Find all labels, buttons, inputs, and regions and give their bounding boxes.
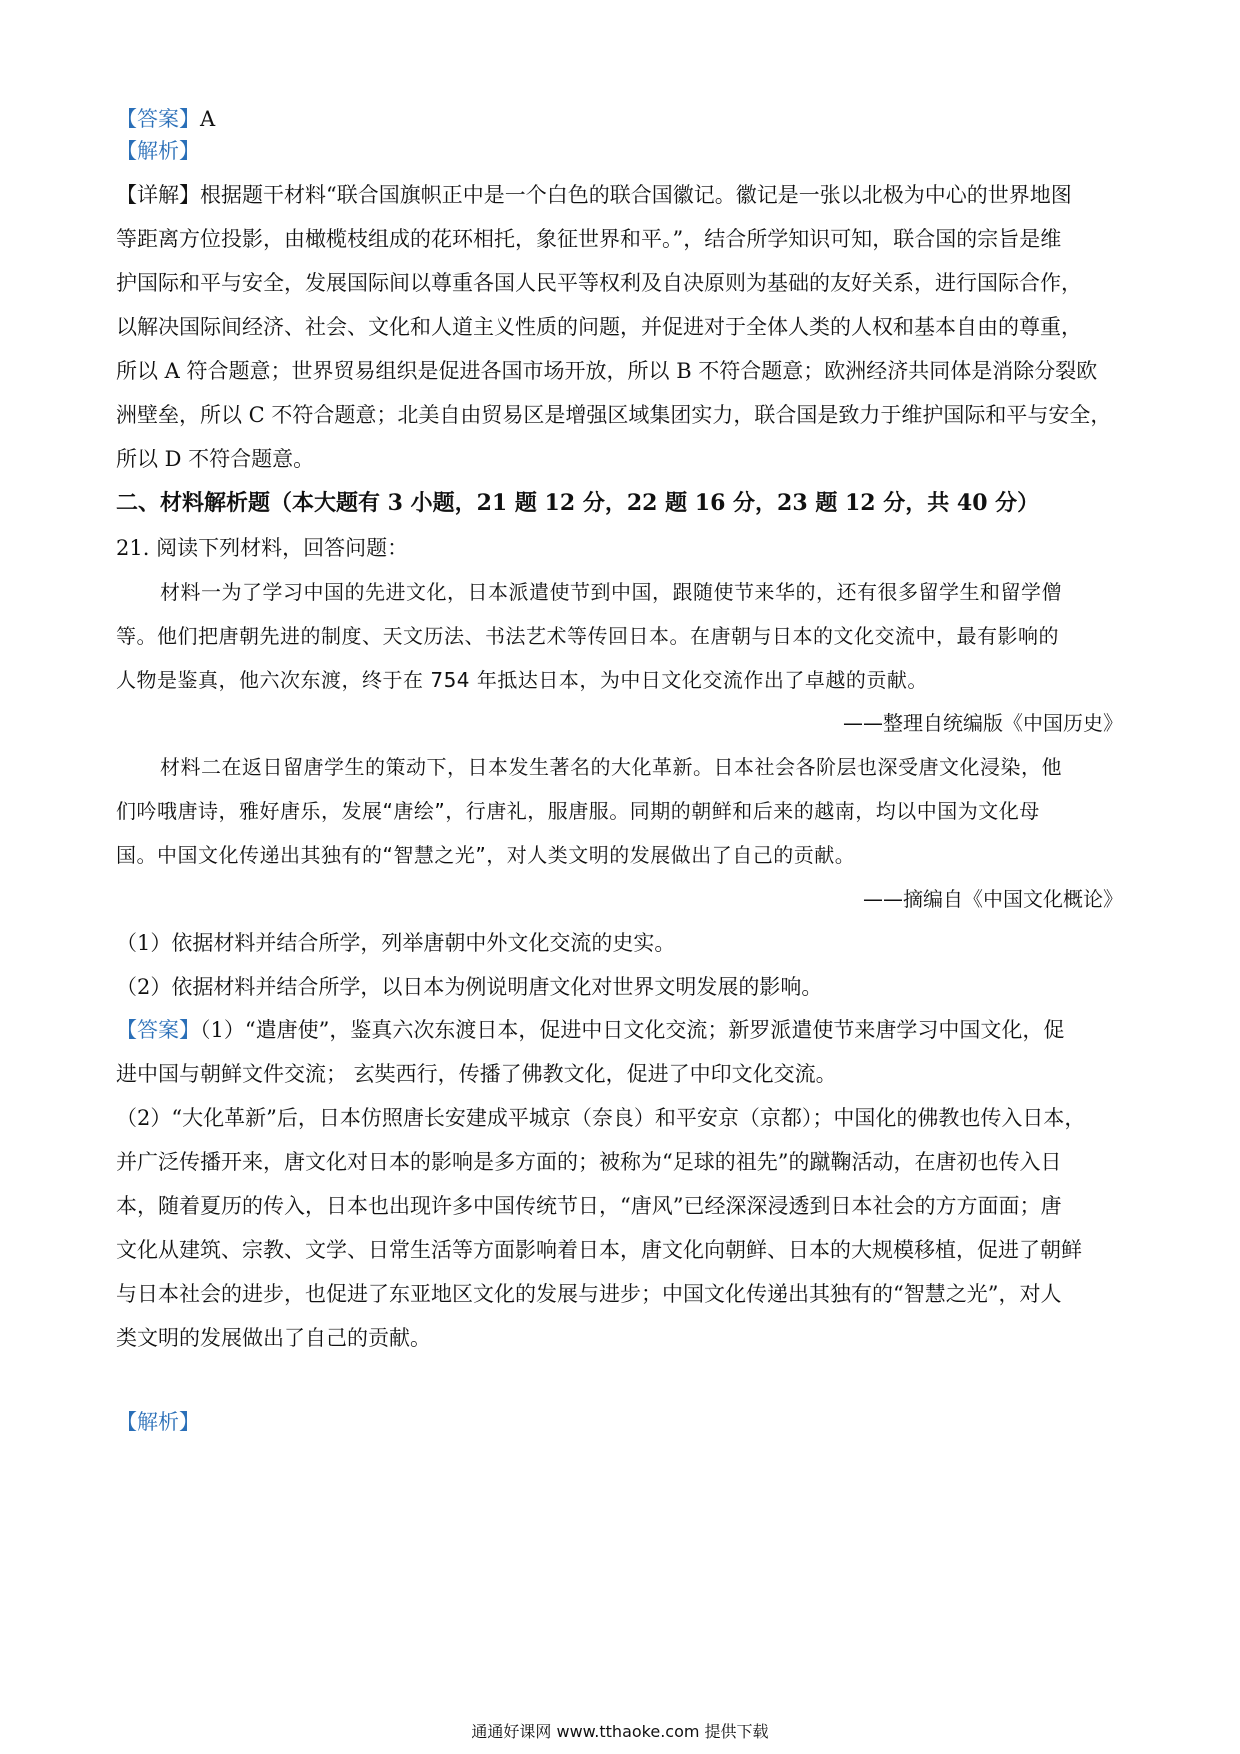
section-heading: 二、材料解析题（本大题有 3 小题，21 题 12 分，22 题 16 分，23 题 12 分，共 40 分） xyxy=(116,490,1040,516)
q20-answer-line xyxy=(116,104,1131,134)
detail-tag: 【详解】 xyxy=(116,183,200,207)
q21-analysis-tag: 【解析】 xyxy=(116,1410,200,1434)
q21-question-2: （2）依据材料并结合所学，以日本为例说明唐文化对世界文明发展的影响。 xyxy=(116,975,823,999)
q20-detail-line-2: 等距离方位投影，由橄榄枝组成的花环相托，象征世界和平。”，结合所学知识可知，联合国的宗旨是维 xyxy=(116,227,1062,251)
q20-detail-line-4: 以解决国际间经济、社会、文化和人道主义性质的问题，并促进对于全体人类的人权和基本自由的尊重， xyxy=(116,315,1082,339)
material1-line-2: 等。他们把唐朝先进的制度、天文历法、书法艺术等传回日本。在唐朝与日本的文化交流中，最有影响的 xyxy=(116,624,1059,648)
q20-detail-line-3: 护国际和平与安全，发展国际间以尊重各国人民平等权利及自决原则为基础的友好关系，进行国际合作， xyxy=(116,271,1082,295)
q21-answer-line-2: 进中国与朝鲜文件交流； 玄奘西行，传播了佛教文化，促进了中印文化交流。 xyxy=(116,1062,837,1086)
answer-value: A xyxy=(200,107,216,131)
material2-line-2: 们吟哦唐诗，雅好唐乐，发展“唐绘”，行唐礼，服唐服。同期的朝鲜和后来的越南，均以中国为文化母 xyxy=(116,799,1040,823)
material1-source: ——整理自统编版《中国历史》 xyxy=(843,711,1123,735)
material2-line-3: 国。中国文化传递出其独有的“智慧之光”，对人类文明的发展做出了自己的贡献。 xyxy=(116,843,856,867)
answer-tag: 【答案】 xyxy=(116,107,200,131)
material1-line-1: 材料一为了学习中国的先进文化，日本派遣使节到中国，跟随使节来华的，还有很多留学生和留学僧 xyxy=(160,580,1062,604)
q21-answer-line-5: 本，随着夏历的传入，日本也出现许多中国传统节日，“唐风”已经深深浸透到日本社会的方方面面；唐 xyxy=(116,1194,1062,1218)
answer-tag: 【答案】 xyxy=(116,1018,200,1042)
q21-question-1: （1）依据材料并结合所学，列举唐朝中外文化交流的史实。 xyxy=(116,931,676,955)
q20-analysis-tag: 【解析】 xyxy=(116,139,200,163)
q21-answer-line-7: 与日本社会的进步，也促进了东亚地区文化的发展与进步；中国文化传递出其独有的“智慧之光”，对人 xyxy=(116,1282,1062,1306)
detail-text: 根据题干材料“联合国旗帜正中是一个白色的联合国徽记。徽记是一张以北极为中心的世界地图 xyxy=(200,183,1072,207)
q21-answer-line-8: 类文明的发展做出了自己的贡献。 xyxy=(116,1326,431,1350)
q21-answer-line-4: 并广泛传播开来，唐文化对日本的影响是多方面的；被称为“足球的祖先”的蹴鞠活动，在唐初也传入日 xyxy=(116,1150,1062,1174)
answer-text: （1）“遣唐使”，鉴真六次东渡日本，促进中日文化交流；新罗派遣使节来唐学习中国文化，促 xyxy=(200,1018,1065,1042)
q20-detail-line-1 xyxy=(116,180,1131,210)
q20-detail-line-6: 洲壁垒，所以 C 不符合题意；北美自由贸易区是增强区域集团实力，联合国是致力于维护国际和平与安全， xyxy=(116,403,1112,427)
q20-detail-line-5: 所以 A 符合题意；世界贸易组织是促进各国市场开放，所以 B 不符合题意；欧洲经济共同体是消除分裂欧 xyxy=(116,359,1098,383)
material2-source: ——摘编自《中国文化概论》 xyxy=(863,887,1123,911)
q21-answer-line-3: （2）“大化革新”后，日本仿照唐长安建成平城京（奈良）和平安京（京都）；中国化的佛教也传入日本， xyxy=(116,1106,1086,1130)
q20-detail-line-7: 所以 D 不符合题意。 xyxy=(116,447,315,471)
q21-answer-line-1 xyxy=(116,1015,1131,1045)
material1-line-3: 人物是鉴真，他六次东渡，终于在 754 年抵达日本，为中日文化交流作出了卓越的贡献。 xyxy=(116,668,928,692)
material2-line-1: 材料二在返日留唐学生的策动下，日本发生著名的大化革新。日本社会各阶层也深受唐文化浸染，他 xyxy=(160,755,1062,779)
q21-answer-line-6: 文化从建筑、宗教、文学、日常生活等方面影响着日本，唐文化向朝鲜、日本的大规模移植，促进了朝鲜 xyxy=(116,1238,1082,1262)
q21-stem: 21. 阅读下列材料，回答问题： xyxy=(116,536,409,560)
page-footer: 通通好课网 www.tthaoke.com 提供下载 xyxy=(471,1722,769,1741)
